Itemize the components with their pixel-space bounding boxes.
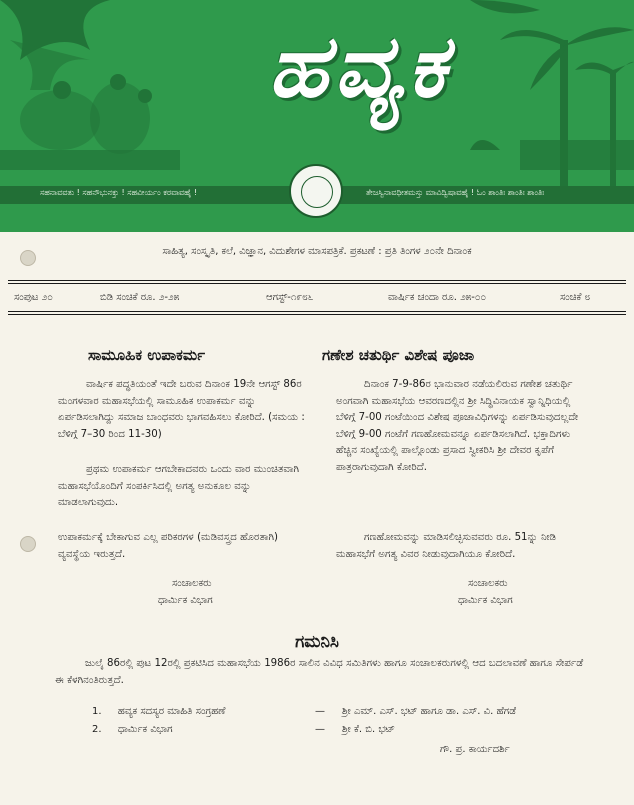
bottom-rule [8,311,626,312]
list-item-person: ಶ್ರೀ ಕೆ. ಬಿ. ಭಟ್ [342,724,395,735]
top-rule [8,280,626,281]
right-article-para1: ದಿನಾಂಕ 7-9-86ರ ಭಾನುವಾರ ನಡೆಯಲಿರುವ ಗಣೇಶ ಚತುರ್ಥಿ ಅಂಗವಾಗಿ ಮಹಾಸಭೆಯ ಆವರಣದಲ್ಲಿನ ಶ್ರೀ ಸಿದ್ಧಿವಿನಾಯಕ ಸ್ವಾನ್ನಿಧಿಯಲ್ಲಿ ಬೆಳಿಗ್ಗೆ 7-00 ಗಂಟೆಯಿಂದ ವಿಶೇಷ ಪೂಜಾವಿಧಿಗಳನ್ನು ಏರ್ಪಡಿಸುವುದಲ್ಲದೇ ಬೆಳಿಗ್ಗೆ 9-00 ಗಂಟೆಗೆ ಗಣಹೋಮವನ್ನೂ ಏರ್ಪಡಿಸಲಾಗಿದೆ. ಭಕ್ತಾದಿಗಳು ಹೆಚ್ಚಿನ ಸಂಖ್ಯೆಯಲ್ಲಿ ಪಾಲ್ಗೊಂಡು ಪ್ರಸಾದ ಸ್ವೀಕರಿಸಿ ಶ್ರೀ ದೇವರ ಕೃಪೆಗೆ ಪಾತ್ರರಾಗುವುದಾಗಿ ಕೋರಿದೆ. [336,379,579,473]
list-item-person: ಶ್ರೀ ಎಮ್. ಎಸ್. ಭಟ್ ಹಾಗೂ ಡಾ. ಎಸ್. ವಿ. ಹೆಗಡೆ [342,706,516,717]
magazine-subtitle: ಸಾಹಿತ್ಯ, ಸಂಸ್ಕೃತಿ, ಕಲೆ, ವಿಜ್ಞಾನ, ವಿದುಶೇಗಳ ಮಾಸಪತ್ರಿಕೆ. ಪ್ರಕಟಣೆ : ಪ್ರತಿ ತಿಂಗಳ ೨೦ನೇ ದಿನಾಂಕ [162,246,472,257]
slogan-left: ಸಹನಾವವತು ! ಸಹನೌಭುನಕ್ತು ! ಸಹವೀರ್ಯಂ ಕರವಾವಹೈ ! [40,188,198,197]
left-signature-role: ಸಂಚಾಲಕರು [172,578,212,589]
top-rule-double [8,283,626,284]
right-signature-role: ಸಂಚಾಲಕರು [468,578,508,589]
notice-signature: ಗೌ. ಪ್ರ. ಕಾರ್ಯದರ್ಶಿ [440,744,510,755]
magazine-title: ಹವ್ಯಕ [268,17,452,117]
left-article-para3: ಉಪಾಕರ್ಮಕ್ಕೆ ಬೇಕಾಗುವ ಎಲ್ಲ ಪರಿಕರಗಳ (ಮಡಿವಸ್ತ್ರದ ಹೊರತಾಗಿ) ವ್ಯವಸ್ಥೆಯ ಇರುತ್ತದೆ. [58,532,278,560]
right-article-para2: ಗಣಹೋಮವನ್ನು ಮಾಡಿಸಲಿಚ್ಛಿಸುವವರು ರೂ. 51ನ್ನು ನೀಡಿ ಮಹಾಸಭೆಗೆ ಅಗತ್ಯ ವಿವರ ನೀಡುವುದಾಗಿಯೂ ಕೋರಿದೆ. [336,532,557,560]
binder-hole [20,536,36,552]
list-item-name: ಹವ್ಯಕ ಸದಸ್ಯರ ಮಾಹಿತಿ ಸಂಗ್ರಹಣೆ [117,706,226,717]
emblem-seal-icon [289,164,343,218]
volume-label: ಸಂಪುಟ ೨೦ [14,292,53,303]
bottom-rule-double [8,314,626,315]
right-article-title: ಗಣೇಶ ಚತುರ್ಥಿ ವಿಶೇಷ ಪೂಜಾ [322,346,475,364]
annual-subscription: ವಾರ್ಷಿಕ ಚಂದಾ ರೂ. ೨೫-೦೦ [388,292,487,303]
list-item-dash: — [315,706,325,717]
list-item-number: 1. [92,706,102,717]
left-signature-dept: ಧಾರ್ಮಿಕ ವಿಭಾಗ [158,595,213,606]
single-price: ಬಿಡಿ ಸಂಚಿಕೆ ರೂ. ೨-೨೫ [100,292,180,303]
binder-hole [20,250,36,266]
slogan-right: ತೇಜಸ್ವಿನಾವಧೀತಮಸ್ತು ಮಾವಿದ್ವಿಷಾವಹೈ ! ಓಂ ಶಾಂತಿಃ ಶಾಂತಿಃ ಶಾಂತಿಃ [366,188,545,197]
issue-date: ಆಗಸ್ಟ್-೧೯೮೬ [266,292,314,303]
list-item-dash: — [315,724,325,735]
list-item-number: 2. [92,724,102,735]
left-article-para2: ಪ್ರಥಮ ಉಪಾಕರ್ಮ ಆಗಬೇಕಾದವರು ಒಂದು ವಾರ ಮುಂಚಿತವಾಗಿ ಮಹಾಸಭೆಯೊಂದಿಗೆ ಸಂಪರ್ಕಿಸಿದಲ್ಲಿ ಅಗತ್ಯ ಅನುಕೂಲ ವನ್ನು ಮಾಡಲಾಗುವುದು. [58,464,300,508]
masthead [0,0,634,232]
notice-title: ಗಮನಿಸಿ [295,632,339,652]
right-signature-dept: ಧಾರ್ಮಿಕ ವಿಭಾಗ [458,595,513,606]
list-item [92,724,173,735]
notice-body: ಜುಲೈ 86ರಲ್ಲಿ ಪುಟ 12ರಲ್ಲಿ ಪ್ರಕಟಿಸಿದ ಮಹಾಸಭೆಯ 1986ರ ಸಾಲಿನ ವಿವಿಧ ಸಮಿತಿಗಳು ಹಾಗೂ ಸಂಚಾಲಕರುಗಳಲ್ಲಿ ಆದ ಬದಲಾವಣೆ ಹಾಗೂ ಸೇರ್ಪಡೆ ಈ ಕೆಳಗಿನಂತಿರುತ್ತದೆ. [55,658,584,686]
list-item [92,706,225,717]
left-article-title: ಸಾಮೂಹಿಕ ಉಪಾಕರ್ಮ [88,346,205,364]
left-article-para1: ವಾರ್ಷಿಕ ಪದ್ಧತಿಯಂತೆ ಇದೇ ಬರುವ ದಿನಾಂಕ 19ನೇ ಆಗಸ್ಟ್ 86ರ ಮಂಗಳವಾರ ಮಹಾಸಭೆಯಲ್ಲಿ ಸಾಮೂಹಿಕ ಉಪಾಕರ್ಮ ವನ್ನು ಏರ್ಪಡಿಸಲಾಗಿದ್ದು ಸಮಾಜ ಬಾಂಧವರು ಭಾಗವಹಿಸಲು ಕೋರಿದೆ. (ಸಮಯ : ಬೆಳಿಗ್ಗೆ 7–30 ರಿಂದ 11-30) [58,379,305,440]
list-item-name: ಧಾರ್ಮಿಕ ವಿಭಾಗ [117,724,173,735]
issue-number: ಸಂಚಿಕೆ ೮ [560,292,591,303]
